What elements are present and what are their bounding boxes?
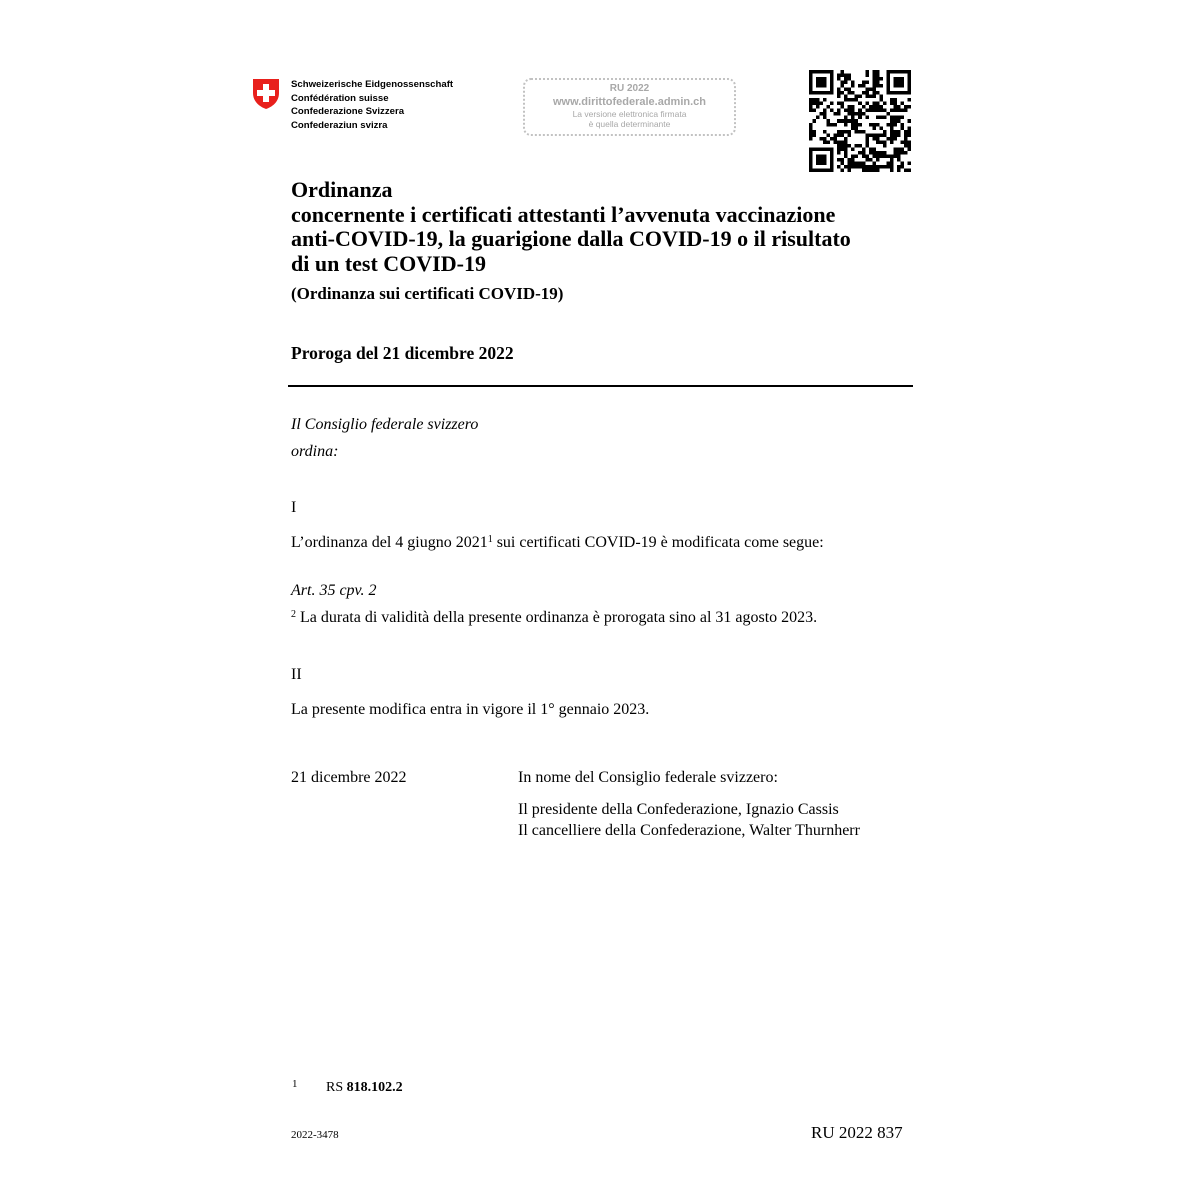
stamp-ru-label: RU 2022 xyxy=(609,83,650,94)
stamp-website-link[interactable]: www.dirittofederale.admin.ch xyxy=(552,96,706,108)
confederation-name-de: Schweizerische Eidgenossenschaft xyxy=(291,79,454,90)
stamp-note-line2: è quella determinante xyxy=(588,119,671,129)
signature-on-behalf: In nome del Consiglio federale svizzero: xyxy=(518,769,778,786)
section-numeral-I: I xyxy=(291,499,297,516)
section-numeral-II: II xyxy=(291,666,302,683)
title-divider xyxy=(288,385,913,387)
title-line-1: Ordinanza xyxy=(291,177,393,202)
footnote-number: 1 xyxy=(292,1078,298,1090)
ru-page-reference: RU 2022 837 xyxy=(811,1123,903,1142)
signature-date: 21 dicembre 2022 xyxy=(291,769,407,786)
proroga-date: Proroga del 21 dicembre 2022 xyxy=(291,343,514,363)
confederation-names xyxy=(291,78,453,132)
amendment-intro-start: L’ordinanza del 4 giugno 2021 xyxy=(291,534,488,551)
amendment-intro-end: sui certificati COVID-19 è modificata come segue: xyxy=(492,534,824,551)
footnote-text xyxy=(326,1080,403,1096)
entry-into-force: La presente modifica entra in vigore il 1° gennaio 2023. xyxy=(291,701,650,718)
confederation-name-fr: Confédération suisse xyxy=(291,92,389,104)
title-line-3: anti-COVID-19, la guarigione dalla COVID-19 o il risultato xyxy=(291,226,851,251)
document-number: 2022-3478 xyxy=(291,1129,339,1141)
confederation-name-it: Confederazione Svizzera xyxy=(291,106,405,117)
paragraph-number: 2 xyxy=(291,609,296,620)
stamp-note-line1: La versione elettronica firmata xyxy=(572,109,687,119)
article-paragraph xyxy=(291,609,817,627)
signature-chancellor: Il cancelliere della Confederazione, Walter Thurnherr xyxy=(518,822,860,839)
title-line-4: di un test COVID-19 xyxy=(291,250,486,276)
footnote-ref[interactable]: 1 xyxy=(487,534,493,545)
preamble-authority: Il Consiglio federale svizzero xyxy=(291,416,479,433)
footnote-prefix: RS xyxy=(326,1080,347,1095)
short-title: (Ordinanza sui certificati COVID-19) xyxy=(291,284,564,303)
paragraph-text: La durata di validità della presente ordinanza è prorogata sino al 31 agosto 2023. xyxy=(296,609,818,626)
preamble-ordina: ordina: xyxy=(291,443,339,460)
title-line-2: concernente i certificati attestanti l’avvenuta vaccinazione xyxy=(291,201,836,227)
qr-code-icon[interactable] xyxy=(809,70,911,172)
article-reference: Art. 35 cpv. 2 xyxy=(291,582,377,599)
document-title xyxy=(291,178,851,276)
official-publication-stamp xyxy=(523,78,736,136)
amendment-intro xyxy=(291,534,824,552)
signature-president: Il presidente della Confederazione, Ignazio Cassis xyxy=(518,801,839,818)
swiss-coat-of-arms-icon xyxy=(252,78,280,110)
footnote-sr-number[interactable]: 818.102.2 xyxy=(346,1080,403,1095)
confederation-name-rm: Confederaziun svizra xyxy=(291,119,388,131)
